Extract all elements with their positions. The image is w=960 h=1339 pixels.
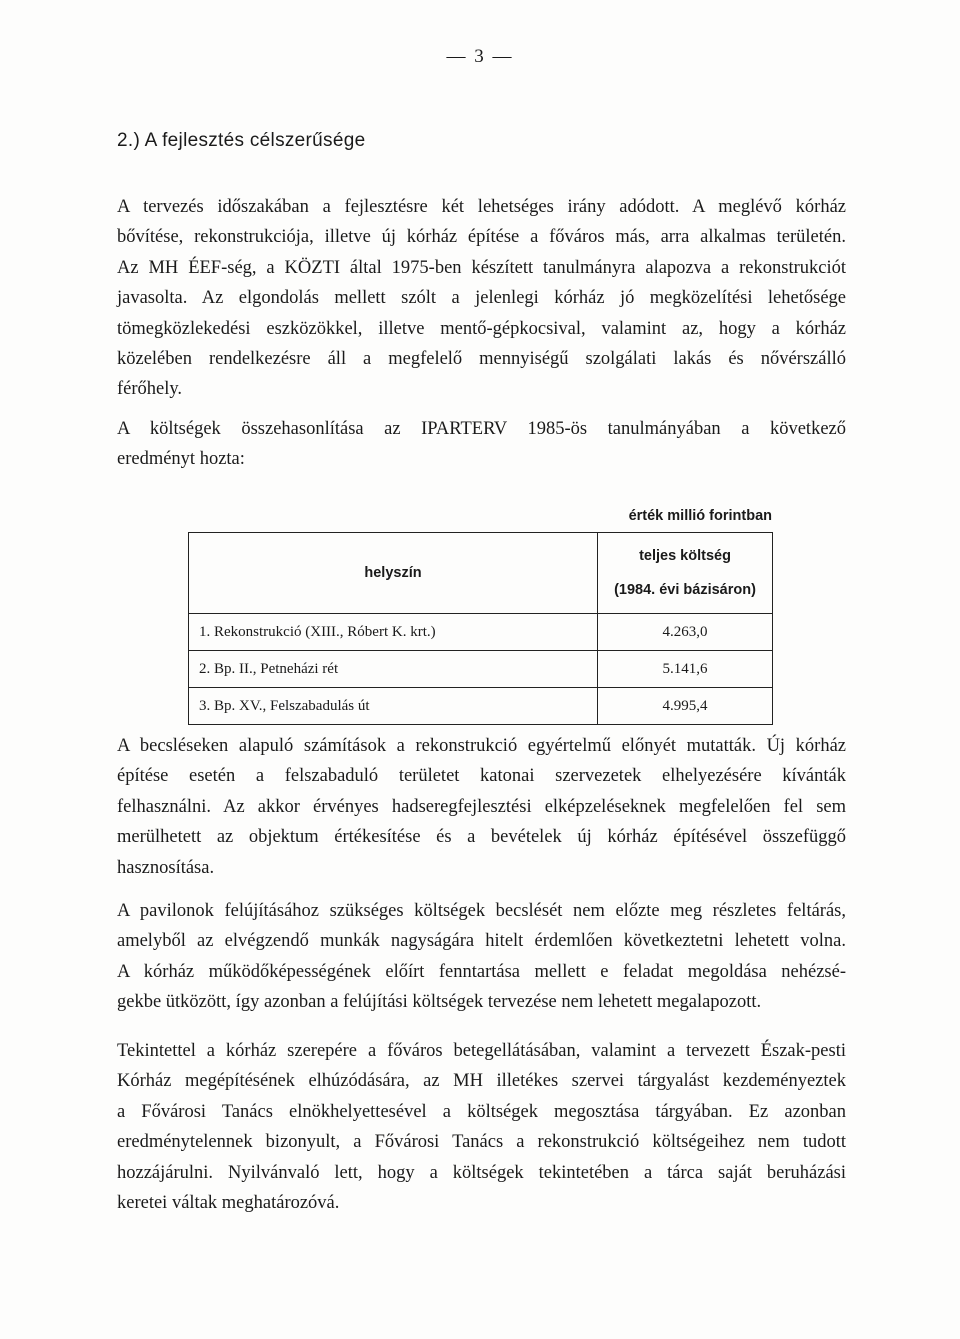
text-line: A becsléseken alapuló számítások a rekonstrukció egyértelmű előnyét mutatták. Új kórház: [117, 736, 846, 756]
text-line: eredményt hozta:: [117, 449, 245, 470]
table-unit-note: érték millió forintban: [628, 508, 772, 524]
text-line: gekbe ütközött, így azonban a felújítási költségek tervezése nem lehetett megalapozott.: [117, 992, 762, 1013]
text-line: hozzájárulni. Nyilvánvaló lett, hogy a költségek tekintetében a tárca saját beruházási: [117, 1162, 846, 1183]
paragraph-4: [117, 896, 846, 1018]
text-line: merülhetett az objektum értékesítése és a bevételek új kórház építésével összefüggő: [117, 827, 846, 848]
paragraph-2: [117, 414, 846, 475]
row-location: 3. Bp. XV., Felszabadulás út: [189, 688, 598, 725]
header-cost-line1: teljes költség: [639, 548, 731, 564]
table-row: [189, 688, 773, 725]
text-line: A tervezés időszakában a fejlesztésre két lehetséges irány adódott. A meglévő kórház: [117, 197, 846, 217]
text-line: a Fővárosi Tanács elnökhelyettesével a költségek megosztása tárgyában. Ez azonban: [117, 1101, 846, 1122]
text-line: keretei váltak meghatározóvá.: [117, 1193, 340, 1214]
paragraph-5: [117, 1036, 846, 1218]
text-line: férőhely.: [117, 379, 183, 400]
page-number: — 3 —: [446, 46, 514, 67]
text-line: hasznosítása.: [117, 857, 215, 878]
row-cost: 4.995,4: [598, 688, 773, 725]
row-cost: 5.141,6: [598, 651, 773, 688]
paragraph-1: [117, 192, 846, 405]
text-line: felhasználni. Az akkor érvényes hadseregfejlesztési elképzeléseknek megfelelően fel sem: [117, 796, 846, 817]
row-location: 1. Rekonstrukció (XIII., Róbert K. krt.): [189, 614, 598, 651]
table-row: [189, 651, 773, 688]
text-line: amelyből az elvégzendő munkák nagyságára hitelt érdemlően következtetni lehetett volna.: [117, 931, 846, 952]
row-location: 2. Bp. II., Petneházi rét: [189, 651, 598, 688]
header-cost-line2: (1984. évi bázisáron): [614, 582, 756, 598]
text-line: tömegközlekedési eszközökkel, illetve mentő-gépkocsival, valamint az, hogy a kórház: [117, 318, 846, 339]
text-line: bővítése, rekonstrukciója, illetve új kórház építése a főváros más, arra alkalmas területén.: [117, 227, 846, 248]
text-line: A kórház működőképességének előírt fenntartása mellett e feladat megoldása nehézsé-: [117, 961, 846, 982]
row-cost: 4.263,0: [598, 614, 773, 651]
text-line: Kórház megépítésének elhúzódására, az MH illetékes szervei tárgyalást kezdeményeztek: [117, 1071, 846, 1092]
header-cost: [598, 533, 773, 614]
table-row: [189, 614, 773, 651]
paragraph-3: [117, 731, 846, 883]
text-line: eredménytelennek bizonyult, a Fővárosi Tanács a rekonstrukció költségeihez nem tudott: [117, 1132, 846, 1153]
header-location: helyszín: [189, 533, 598, 614]
text-line: javasolta. Az elgondolás mellett szólt a jelenlegi kórház jó megközelítési lehetősége: [117, 288, 846, 309]
section-heading: 2.) A fejlesztés célszerűsége: [117, 130, 366, 151]
text-line: A költségek összehasonlítása az IPARTERV 1985-ös tanulmányában a következő: [117, 419, 846, 439]
text-line: építése esetén a felszabaduló területet katonai szervezetek elhelyezésére kívánták: [117, 766, 846, 787]
text-line: közelében rendelkezésre áll a megfelelő mennyiségű szolgálati lakás és nővérszálló: [117, 349, 846, 370]
text-line: A pavilonok felújításához szükséges költségek becslését nem előzte meg részletes feltárás,: [117, 901, 846, 921]
text-line: Az MH ÉEF-ség, a KÖZTI által 1975-ben készített tanulmányra alapozva a rekonstrukciót: [117, 257, 846, 278]
table-header-row: [189, 533, 773, 614]
cost-comparison-table: [188, 532, 773, 725]
text-line: Tekintettel a kórház szerepére a főváros betegellátásában, valamint a tervezett Észak-pesti: [117, 1041, 846, 1061]
